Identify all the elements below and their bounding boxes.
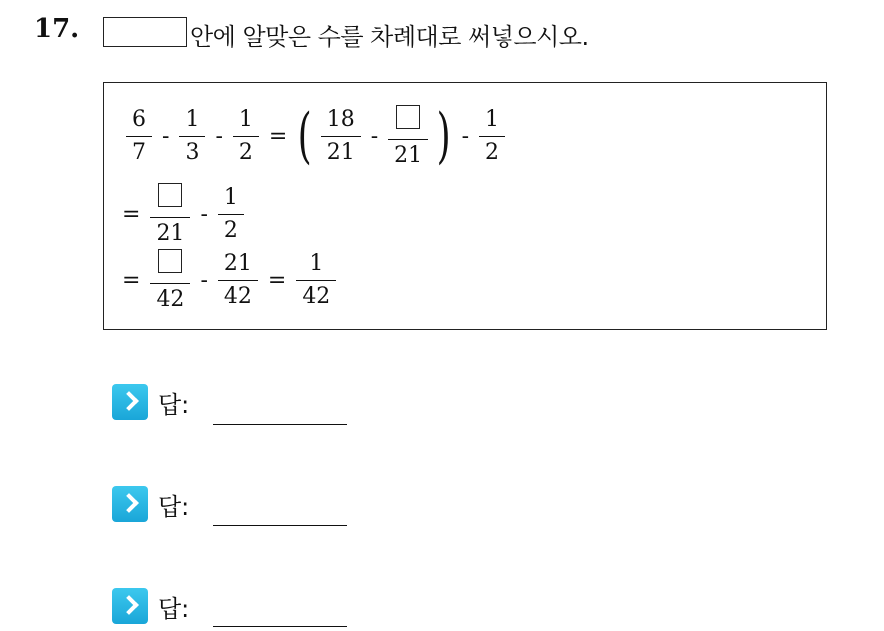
answer-blank-box: [152, 183, 188, 217]
operator: -: [370, 123, 379, 149]
answer-label: 답:: [158, 390, 190, 419]
equals-sign: =: [122, 267, 141, 293]
answer-field-2[interactable]: [213, 525, 347, 526]
numerator: 1: [223, 184, 238, 210]
denominator: 42: [150, 283, 190, 311]
denominator: 21: [388, 139, 428, 167]
fraction: [479, 106, 505, 165]
fraction: [179, 106, 205, 165]
answer-row-1: [112, 384, 189, 420]
fraction: [218, 184, 244, 243]
equation-line-3: [122, 249, 340, 311]
answer-field-1[interactable]: [213, 424, 347, 425]
fraction: [233, 106, 259, 165]
question-instruction: 안에 알맞은 수를 차례대로 써넣으시오.: [190, 23, 589, 51]
denominator: 42: [218, 280, 258, 308]
answer-label: 답:: [158, 594, 190, 623]
fraction: [388, 105, 428, 167]
equals-sign: =: [122, 201, 141, 227]
operator: -: [461, 123, 470, 149]
answer-blank-box: [152, 249, 188, 283]
denominator: 2: [479, 136, 505, 164]
answer-blank-box: [390, 105, 426, 139]
equation-line-1: [122, 101, 509, 171]
chevron-right-icon: [112, 588, 148, 624]
denominator: 2: [218, 214, 244, 242]
fraction: [321, 106, 361, 165]
denominator: 7: [126, 136, 152, 164]
numerator: 1: [185, 106, 200, 132]
numerator: 1: [309, 250, 324, 276]
denominator: 3: [179, 136, 205, 164]
denominator: 42: [296, 280, 336, 308]
denominator: 21: [150, 217, 190, 245]
operator: -: [200, 267, 208, 293]
answer-field-3[interactable]: [213, 626, 347, 627]
fraction: [218, 250, 258, 309]
fraction: [296, 250, 336, 309]
numerator: 18: [326, 106, 355, 132]
equals-sign: =: [267, 267, 287, 293]
fraction: [126, 106, 152, 165]
numerator: 1: [485, 106, 500, 132]
answer-row-2: [112, 486, 189, 522]
chevron-right-icon: [112, 486, 148, 522]
numerator: 1: [238, 106, 253, 132]
problem-box: [103, 82, 827, 330]
numerator: 6: [132, 106, 146, 132]
chevron-right-icon: [112, 384, 148, 420]
instruction-blank-box: [103, 17, 187, 47]
answer-label: 답:: [158, 492, 190, 521]
operator: -: [200, 201, 208, 227]
equals-sign: =: [268, 123, 288, 149]
denominator: 21: [321, 136, 361, 164]
fraction: [150, 249, 190, 311]
fraction: [150, 183, 190, 245]
left-paren: (: [297, 101, 313, 171]
answer-row-3: [112, 588, 189, 624]
operator: -: [215, 123, 223, 149]
question-number: 17.: [34, 14, 80, 44]
numerator: 21: [223, 250, 252, 276]
equation-line-2: [122, 183, 248, 245]
operator: -: [162, 123, 170, 149]
denominator: 2: [233, 136, 259, 164]
right-paren: ): [436, 101, 451, 171]
